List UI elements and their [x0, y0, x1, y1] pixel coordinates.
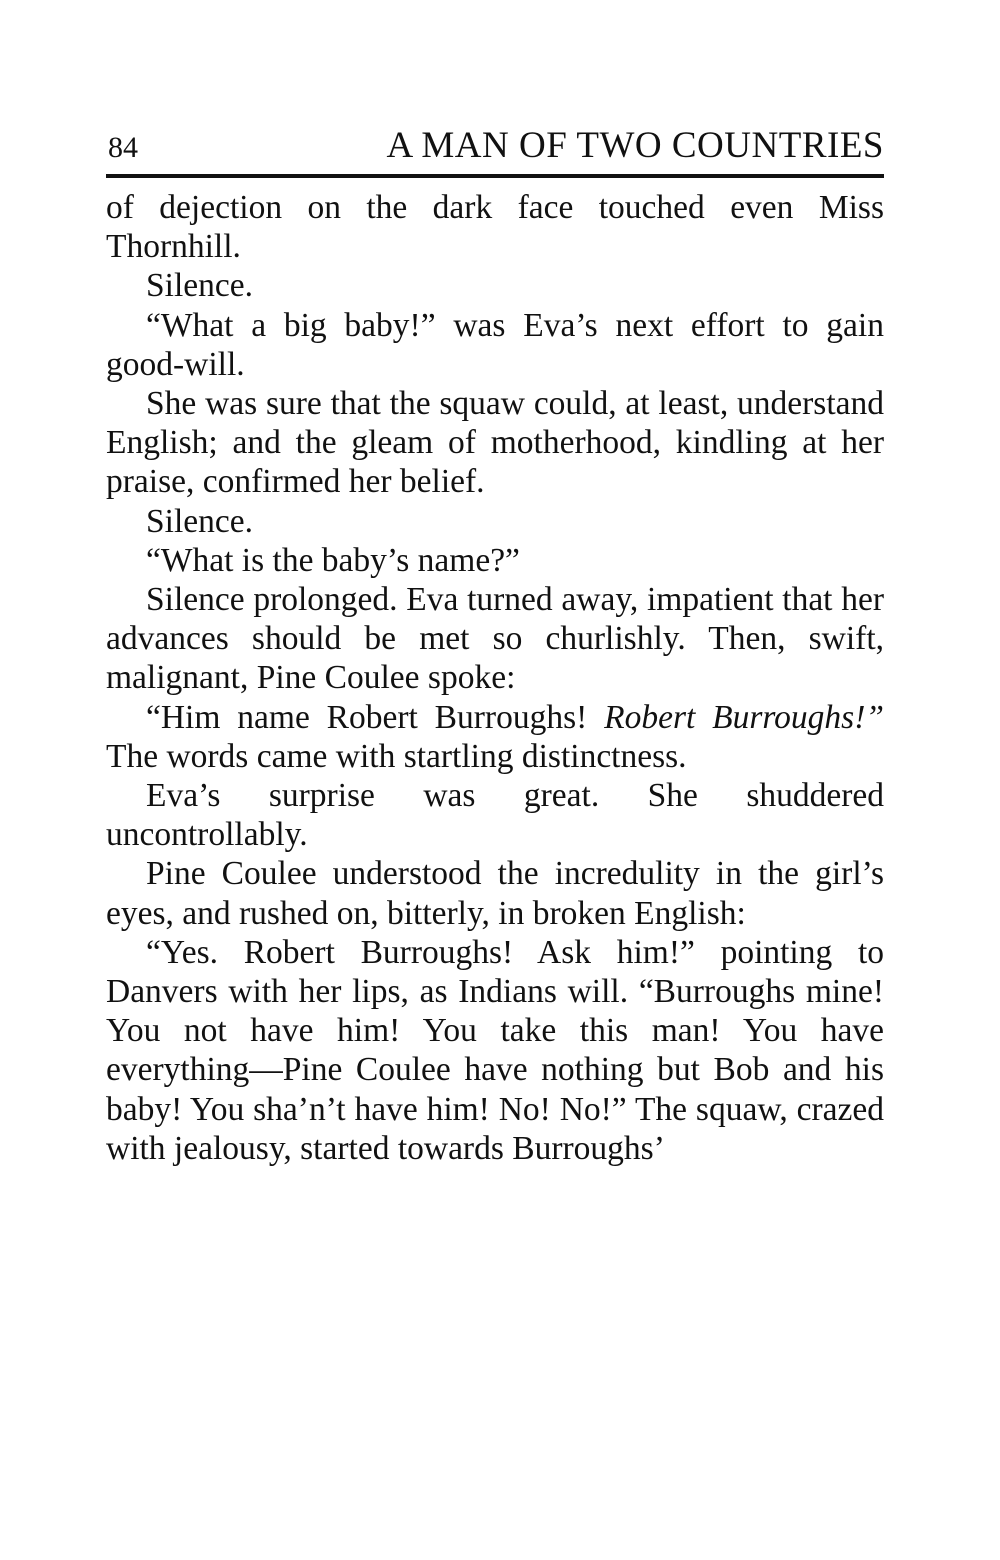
italic-text: Robert Burroughs!”: [604, 698, 884, 736]
paragraph: Silence.: [146, 502, 253, 540]
paragraph: “Yes. Robert Burroughs! Ask him!” pointing to Danvers with her lips, as Indians will. “Burroughs mine! You not have him! You take this man! You have everything—Pine Coulee have nothing but Bob and his baby! You sha’n’t have him! No! No!” The squaw, crazed with jealousy, started towards Burroughs’: [106, 933, 884, 1167]
running-title: A MAN OF TWO COUNTRIES: [386, 125, 884, 166]
paragraph: Eva’s surprise was great. She shuddered uncontrollably.: [106, 777, 884, 854]
paragraph: [106, 698, 884, 776]
paragraph: of dejection on the dark face touched even Miss Thornhill.: [106, 189, 884, 266]
book-page: [106, 120, 884, 1168]
paragraph: She was sure that the squaw could, at least, understand English; and the gleam of motherhood, kindling at her praise, confirmed her belief.: [106, 385, 884, 501]
paragraph-text: The words came with startling distinctness.: [106, 737, 687, 775]
body-text: [106, 188, 884, 1168]
paragraph-text: “Him name Robert Burroughs!: [146, 698, 605, 736]
paragraph: Silence prolonged. Eva turned away, impatient that her advances should be met so churlishly. Then, swift, malignant, Pine Coulee spoke:: [106, 581, 884, 697]
paragraph: Pine Coulee understood the incredulity in the girl’s eyes, and rushed on, bitterly, in broken English:: [106, 855, 884, 932]
paragraph: “What is the baby’s name?”: [146, 541, 520, 579]
running-head: [106, 120, 884, 172]
page-number: 84: [108, 131, 138, 164]
header-rule: [106, 174, 884, 178]
paragraph: Silence.: [146, 267, 253, 305]
paragraph: “What a big baby!” was Eva’s next effort to gain good-will.: [106, 306, 884, 383]
